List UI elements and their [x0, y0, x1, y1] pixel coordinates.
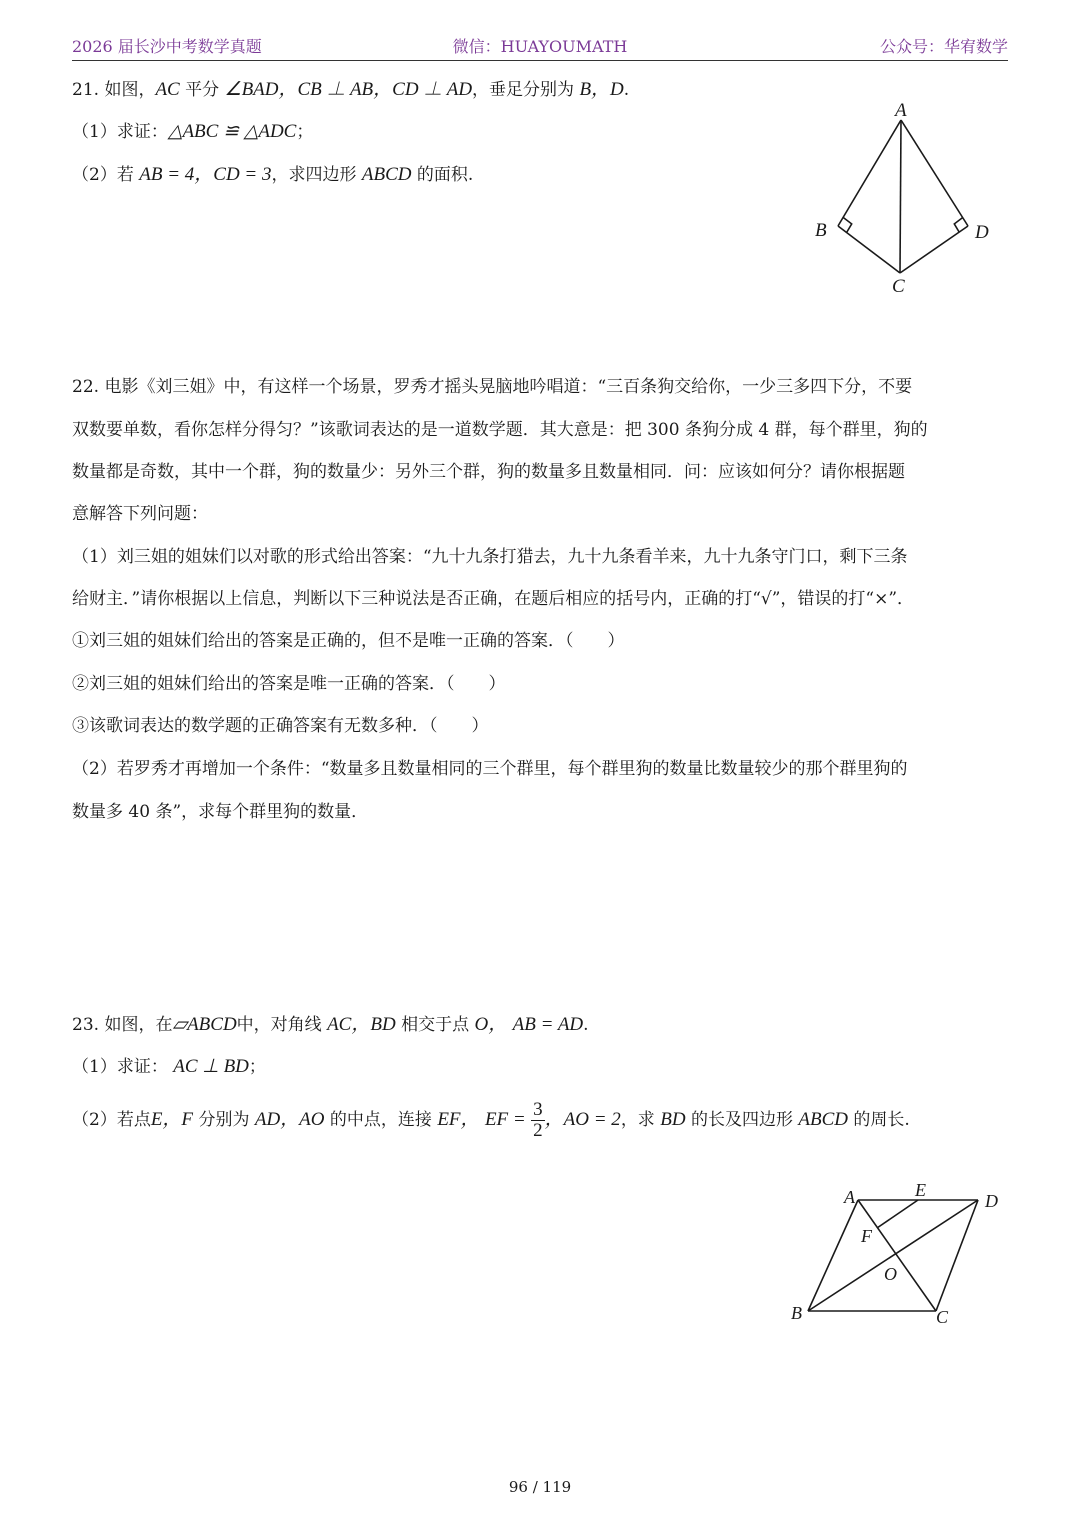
q21-number: 21. — [72, 80, 100, 100]
q21-text: 如图， — [104, 80, 156, 100]
fraction-numerator: 3 — [533, 1099, 543, 1120]
q22-line-4: 意解答下列问题： — [72, 504, 208, 524]
header-public-account: 公众号：华宥数学 — [879, 37, 1008, 56]
q23-p2-end: 的周长. — [853, 1110, 910, 1130]
q21-math-ac: AC — [155, 79, 180, 100]
q23-fraction — [531, 1100, 545, 1141]
kite-label-d: D — [975, 222, 989, 243]
q23-p2-text2: 的中点，连接 — [329, 1110, 432, 1130]
q21-p2-abcd: ABCD — [361, 164, 412, 185]
q21-p1-label: （1）求证： — [72, 122, 168, 142]
q23-p2-ef: E，F — [150, 1109, 194, 1130]
segment-ac — [900, 120, 901, 273]
q21-math-bd: B，D — [579, 79, 624, 100]
segment-dc — [900, 226, 968, 273]
header-divider — [72, 60, 1008, 61]
q23-p2-ao: ，AO = 2 — [544, 1109, 621, 1130]
q23-p1-math: AC ⊥ BD — [173, 1056, 249, 1077]
q21-p2-text: ，求四边形 — [271, 165, 357, 185]
q21-stem — [72, 74, 1012, 101]
q23-period: . — [583, 1015, 589, 1035]
rhombus-label-d: D — [985, 1191, 998, 1211]
q23-part2 — [72, 1100, 1012, 1141]
q23-math-o: O， — [474, 1014, 508, 1035]
segment-dc — [936, 1200, 978, 1311]
page-header — [72, 34, 1008, 58]
q23-p1-label: （1）求证： — [72, 1057, 168, 1077]
q22-line-6: 给财主．”请你根据以上信息，判断以下三种说法是否正确，在题后相应的括号内，正确的打“√”，错误的打“×”． — [72, 589, 915, 609]
q23-p2-text4: 的长及四边形 — [690, 1110, 793, 1130]
fraction-denominator: 2 — [533, 1120, 543, 1141]
q23-p2-bd: BD — [660, 1109, 686, 1130]
q21-period: . — [623, 80, 630, 100]
q22-line-2: 双数要单数，看你怎样分得匀？”该歌词表达的是一道数学题．其大意是：把 300 条狗分成 4 群，每个群里，狗的 — [72, 420, 928, 440]
segment-ef — [877, 1200, 918, 1228]
q21-math-conditions: ∠BAD，CB ⊥ AB，CD ⊥ AD — [224, 79, 473, 100]
q23-p2-label: （2）若点 — [72, 1110, 151, 1130]
q23-p2-ef-eq: EF = — [484, 1109, 526, 1130]
kite-label-b: B — [815, 220, 827, 241]
q21-p1-math: △ABC ≌ △ADC — [167, 121, 297, 142]
q22-statement-3: ③该歌词表达的数学题的正确答案有无数多种．（ ） — [72, 716, 489, 736]
q23-math-abad: AB = AD — [512, 1014, 584, 1035]
q23-number: 23. — [72, 1015, 100, 1035]
q21-p2-end: 的面积. — [416, 165, 474, 185]
q23-p2-text3: ，求 — [620, 1110, 655, 1130]
rhombus-label-a: A — [844, 1187, 855, 1207]
q23-p2-text1: 分别为 — [198, 1110, 250, 1130]
q21-p1-end: ； — [296, 122, 314, 142]
q23-math-acbd: AC，BD — [327, 1014, 396, 1035]
q23-p1-end: ； — [248, 1057, 266, 1077]
q23-text: 如图，在 — [104, 1015, 173, 1035]
q23-part1 — [72, 1052, 1012, 1078]
rhombus-label-f: F — [861, 1226, 872, 1246]
rhombus-label-o: O — [884, 1264, 897, 1284]
kite-label-a: A — [895, 100, 907, 121]
q21-p2-math: AB = 4，CD = 3 — [139, 164, 272, 185]
q23-p2-ef2: EF， — [437, 1109, 480, 1130]
q22-statement-1: ①刘三姐的姐妹们给出的答案是正确的，但不是唯一正确的答案．（ ） — [72, 631, 625, 651]
header-wechat: 微信：HUAYOUMATH — [452, 37, 628, 56]
segment-bc — [838, 226, 900, 273]
q23-rhombus-figure — [780, 1178, 1020, 1328]
header-left-title: 2026 届长沙中考数学真题 — [72, 37, 262, 56]
segment-ad — [901, 120, 968, 226]
kite-label-c: C — [892, 276, 905, 297]
q23-p2-adao: AD，AO — [254, 1109, 325, 1130]
q23-parallelogram: ▱ABCD — [172, 1014, 237, 1035]
q22-statement-2: ②刘三姐的姐妹们给出的答案是唯一正确的答案．（ ） — [72, 674, 506, 694]
page-number: 96 / 119 — [508, 1478, 572, 1496]
q22-part2-line-2: 数量多 40 条”，求每个群里狗的数量． — [72, 802, 369, 822]
q22-part2-line-1: （2）若罗秀才再增加一个条件：“数量多且数量相同的三个群里，每个群里狗的数量比数量较少的那个群里狗的 — [72, 759, 908, 779]
q23-text-diagonals: 中，对角线 — [236, 1015, 322, 1035]
rhombus-label-e: E — [915, 1180, 926, 1200]
q23-p2-abcd: ABCD — [798, 1109, 848, 1130]
segment-ab — [838, 120, 901, 226]
q23-stem — [72, 1009, 1012, 1036]
q21-p2-label: （2）若 — [72, 165, 134, 185]
q21-text-bisects: 平分 — [185, 80, 220, 100]
q21-kite-figure — [800, 98, 1010, 298]
q22-line-1: 22. 电影《刘三姐》中，有这样一个场景，罗秀才摇头晃脑地吟唱道：“三百条狗交给你，一少三多四下分，不要 — [72, 377, 913, 397]
diagonal-ac — [858, 1200, 936, 1311]
q21-text-feet: ，垂足分别为 — [472, 80, 575, 100]
q23-text-intersect: 相交于点 — [401, 1015, 470, 1035]
q22-line-5: （1）刘三姐的姐妹们以对歌的形式给出答案：“九十九条打猎去，九十九条看羊来，九十九条守门口，剩下三条 — [72, 547, 908, 567]
q22-line-3: 数量都是奇数，其中一个群，狗的数量少：另外三个群，狗的数量多且数量相同．问：应该如何分？请你根据题 — [72, 462, 905, 482]
rhombus-label-c: C — [936, 1307, 949, 1327]
rhombus-label-b: B — [791, 1303, 802, 1323]
